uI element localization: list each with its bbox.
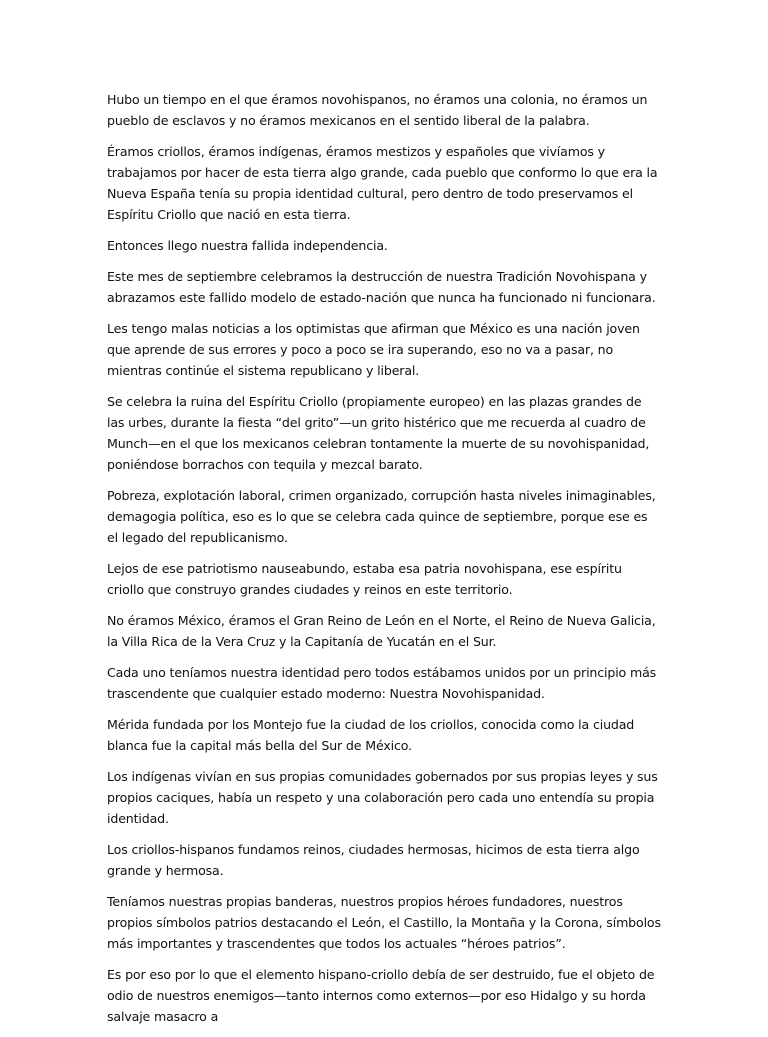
paragraph-12: Los indígenas vivían en sus propias comunidades gobernados por sus propias leyes y sus propios caciques, había un respeto y una colaboración pero cada uno entendía su propia identidad. — [107, 769, 658, 826]
paragraph-11: Mérida fundada por los Montejo fue la ciudad de los criollos, conocida como la ciudad blanca fue la capital más bella del Sur de México. — [107, 717, 635, 753]
paragraph-6: Se celebra la ruina del Espíritu Criollo (propiamente europeo) en las plazas grandes de las urbes, durante la fiesta “del grito”—un grito histérico que me recuerda al cuadro de Munch—en el que los mexicanos celebran tontamente la muerte de su novohispanidad, poniéndose borrachos con tequila y mezcal barato. — [107, 394, 650, 472]
paragraph-13: Los criollos-hispanos fundamos reinos, ciudades hermosas, hicimos de esta tierra algo grande y hermosa. — [107, 842, 640, 878]
paragraph-1: Hubo un tiempo en el que éramos novohispanos, no éramos una colonia, no éramos un pueblo de esclavos y no éramos mexicanos en el sentido liberal de la palabra. — [107, 92, 648, 128]
paragraph-14: Teníamos nuestras propias banderas, nuestros propios héroes fundadores, nuestros propios símbolos patrios destacando el León, el Castillo, la Montaña y la Corona, símbolos más importantes y trascendentes que todos los actuales “héroes patrios”. — [107, 894, 661, 951]
paragraph-10: Cada uno teníamos nuestra identidad pero todos estábamos unidos por un principio más trascendente que cualquier estado moderno: Nuestra Novohispanidad. — [107, 665, 657, 701]
document-page — [107, 89, 662, 1037]
paragraph-3: Entonces llego nuestra fallida independencia. — [107, 238, 388, 253]
paragraph-9: No éramos México, éramos el Gran Reino de León en el Norte, el Reino de Nueva Galicia, la Villa Rica de la Vera Cruz y la Capitanía de Yucatán en el Sur. — [107, 613, 656, 649]
paragraph-5: Les tengo malas noticias a los optimistas que afirman que México es una nación joven que aprende de sus errores y poco a poco se ira superando, eso no va a pasar, no mientras continúe el sistema republicano y liberal. — [107, 321, 640, 378]
paragraph-7: Pobreza, explotación laboral, crimen organizado, corrupción hasta niveles inimaginables, demagogia política, eso es lo que se celebra cada quince de septiembre, porque ese es el legado del republicanismo. — [107, 488, 656, 545]
paragraph-8: Lejos de ese patriotismo nauseabundo, estaba esa patria novohispana, ese espíritu criollo que construyo grandes ciudades y reinos en este territorio. — [107, 561, 622, 597]
paragraph-4: Este mes de septiembre celebramos la destrucción de nuestra Tradición Novohispana y abrazamos este fallido modelo de estado-nación que nunca ha funcionado ni funcionara. — [107, 269, 656, 305]
paragraph-15: Es por eso por lo que el elemento hispano-criollo debía de ser destruido, fue el objeto de odio de nuestros enemigos—tanto internos como externos—por eso Hidalgo y su horda salvaje masacro a — [107, 967, 655, 1024]
paragraph-2: Éramos criollos, éramos indígenas, éramos mestizos y españoles que vivíamos y trabajamos por hacer de esta tierra algo grande, cada pueblo que conformo lo que era la Nueva España tenía su propia identidad cultural, pero dentro de todo preservamos el Espíritu Criollo que nació en esta tierra. — [107, 144, 658, 222]
